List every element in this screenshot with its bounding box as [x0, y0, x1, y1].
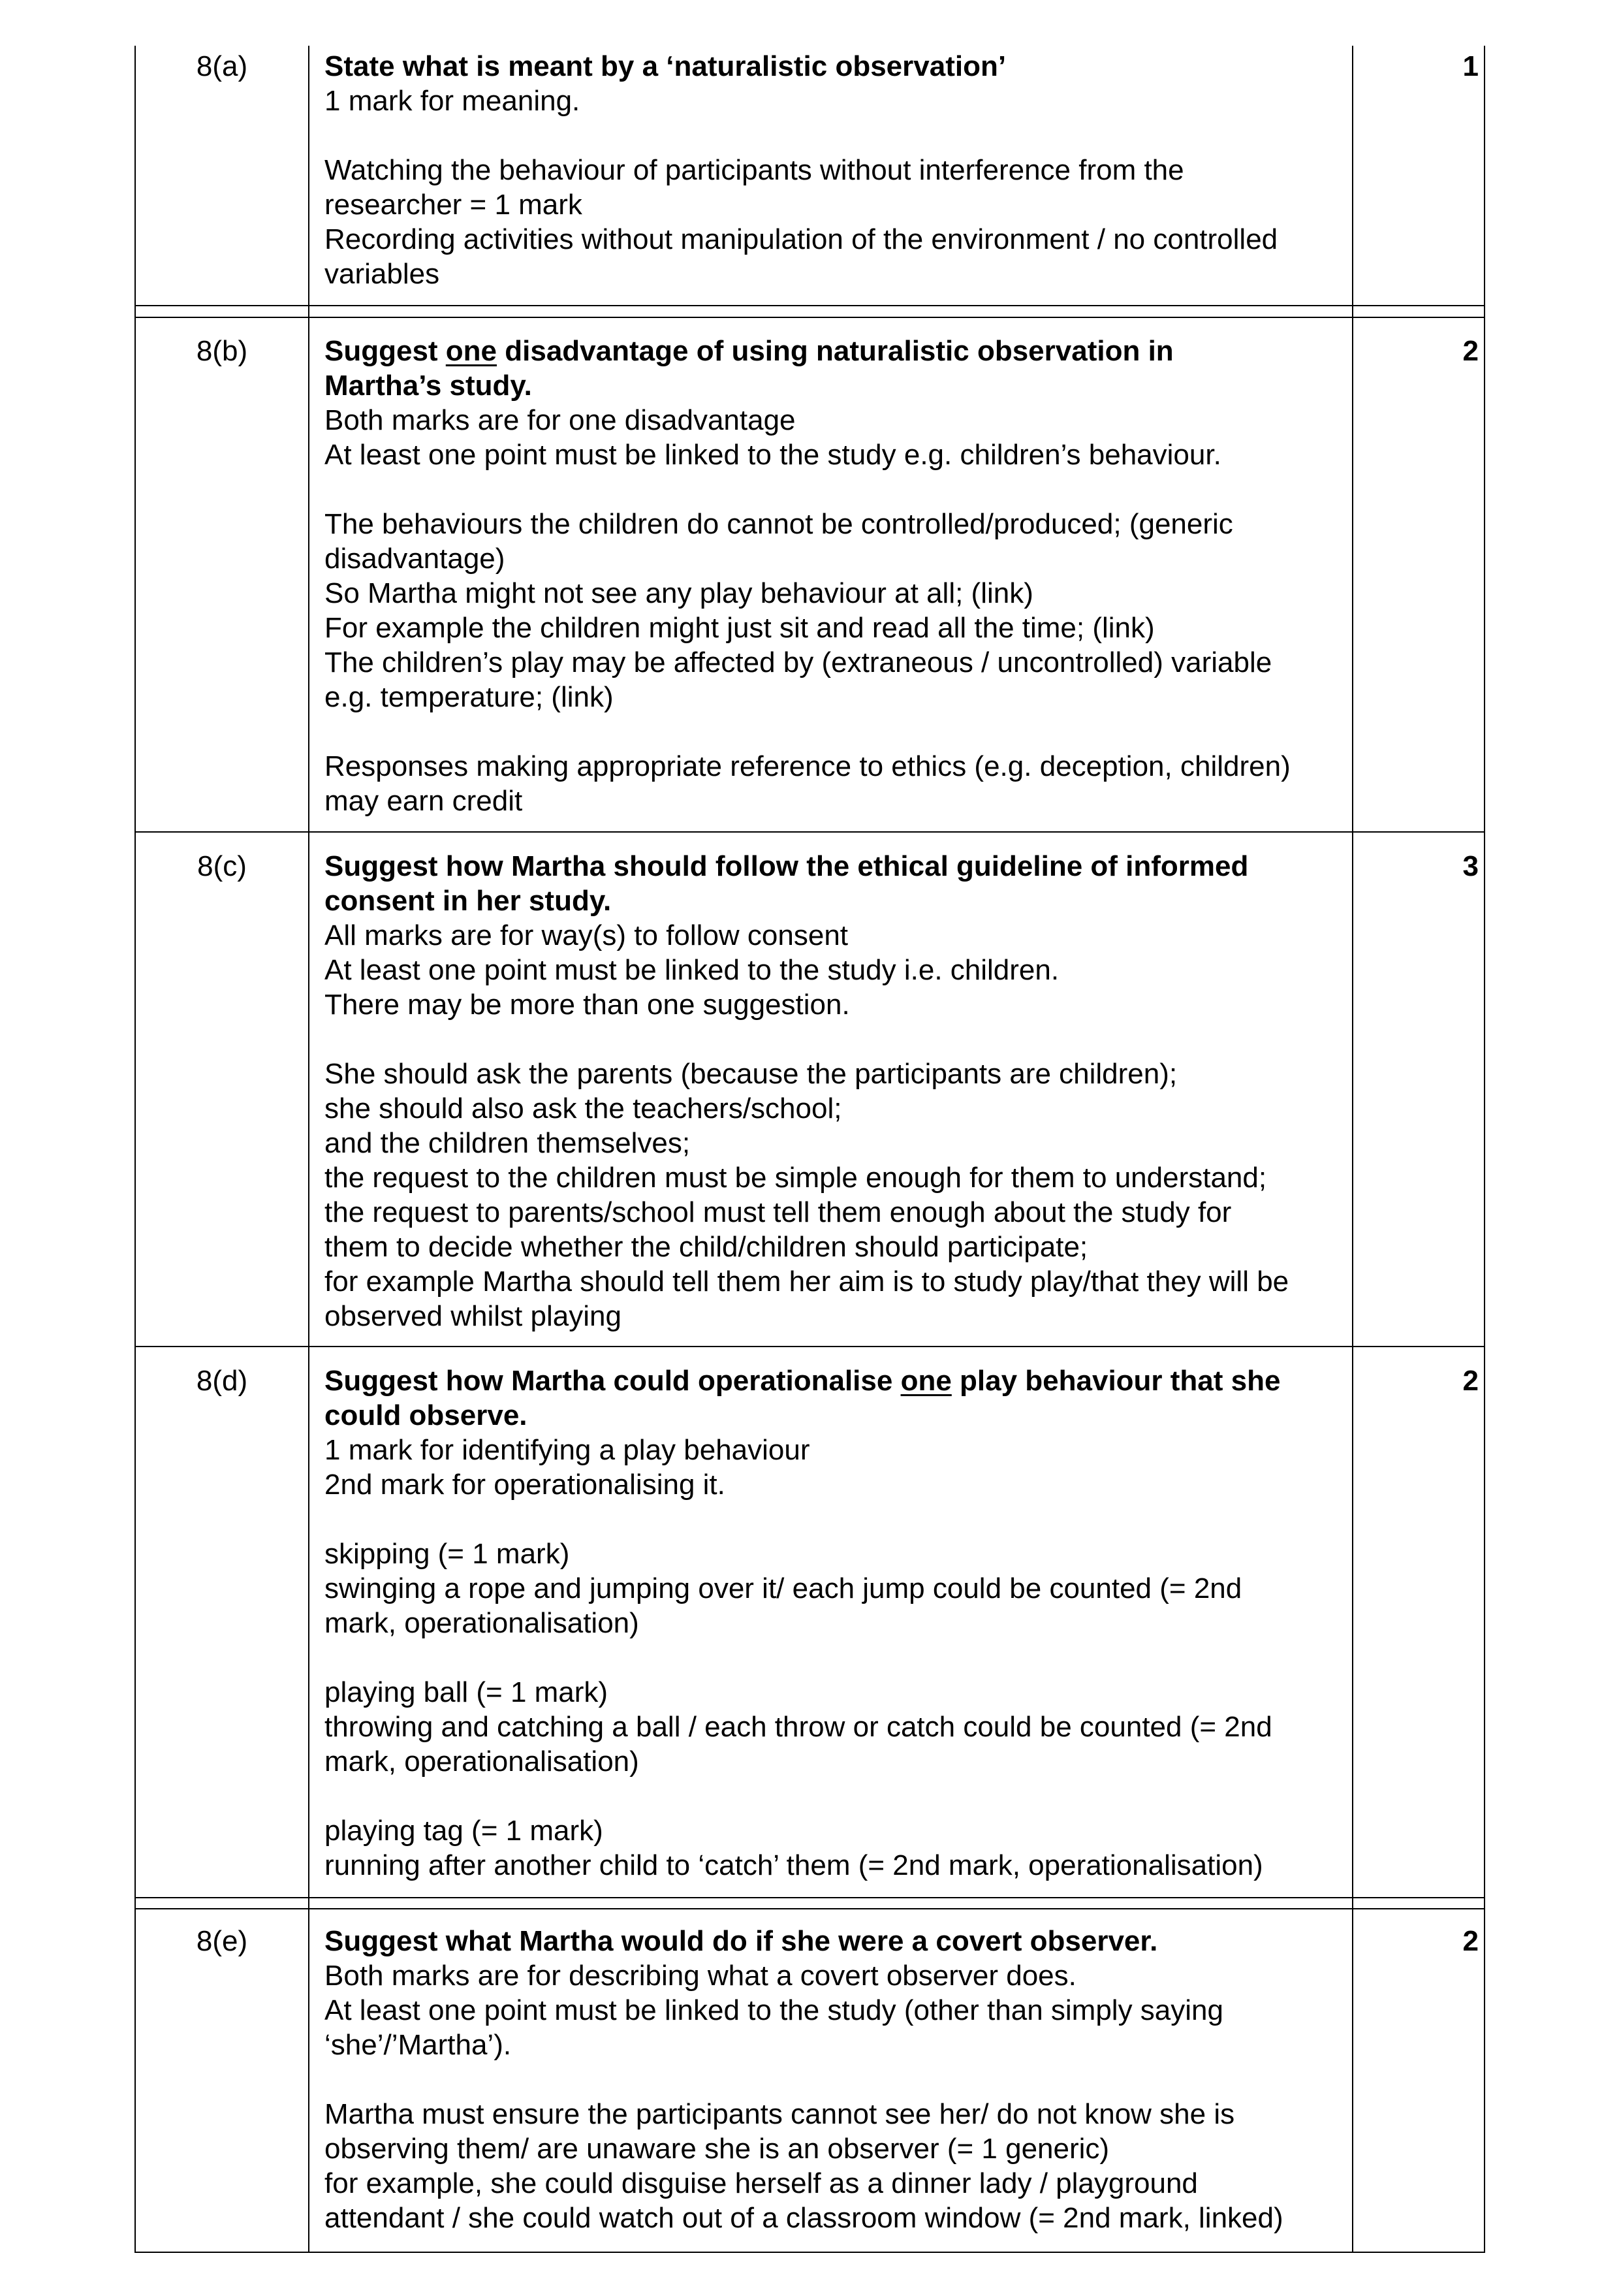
guidance-line: There may be more than one suggestion.: [324, 989, 850, 1021]
answer-line: swinging a rope and jumping over it/ each jump could be counted (= 2nd: [324, 1572, 1242, 1604]
spacer: [324, 714, 1343, 749]
marks-value: 2: [1462, 335, 1479, 367]
guidance-line: At least one point must be linked to the study i.e. children.: [324, 954, 1060, 986]
spacer: [324, 1502, 1343, 1537]
spacer: [324, 1022, 1343, 1057]
question-text: Suggest what Martha would do if she were a covert observer.: [324, 1925, 1158, 1957]
guidance-line: ‘she’/’Martha’).: [324, 2029, 512, 2061]
answer-line: observing them/ are unaware she is an observer (= 1 generic): [324, 2133, 1110, 2165]
emphasis-underline: one: [445, 335, 497, 367]
table-border-bottom: [134, 2252, 1485, 2253]
spacer: [324, 1640, 1343, 1675]
answer-line: e.g. temperature; (link): [324, 681, 614, 713]
table-border-left: [134, 46, 136, 2253]
table-border-right: [1484, 46, 1485, 2253]
guidance-line: 1 mark for meaning.: [324, 85, 580, 117]
answer-cell: [324, 334, 1343, 818]
answer-line: Recording activities without manipulation of the environment / no controlled: [324, 223, 1278, 255]
marks-value: 3: [1462, 850, 1479, 882]
answer-line: playing ball (= 1 mark): [324, 1676, 608, 1708]
answer-line: skipping (= 1 mark): [324, 1538, 570, 1570]
answer-line: the request to parents/school must tell them enough about the study for: [324, 1196, 1232, 1228]
marks-value: 1: [1462, 50, 1479, 82]
spacer: [324, 118, 1343, 153]
answer-line: the request to the children must be simple enough for them to understand;: [324, 1162, 1267, 1194]
answer-line: and the children themselves;: [324, 1127, 691, 1159]
answer-line: observed whilst playing: [324, 1300, 621, 1332]
question-text: Suggest how Martha could operationalise one play behaviour that she: [324, 1365, 1281, 1397]
answer-cell: [324, 849, 1343, 1333]
spacer: [324, 472, 1343, 507]
question-text-line2: Martha’s study.: [324, 370, 532, 402]
answer-line: Responses making appropriate reference to ethics (e.g. deception, children): [324, 750, 1291, 782]
question-number: 8(c): [197, 850, 247, 882]
marks-value: 2: [1462, 1365, 1479, 1397]
answer-line: Watching the behaviour of participants without interference from the: [324, 154, 1184, 186]
spacer: [324, 1779, 1343, 1813]
guidance-line: Both marks are for one disadvantage: [324, 404, 796, 436]
answer-line: playing tag (= 1 mark): [324, 1815, 603, 1847]
answer-line: So Martha might not see any play behaviour at all; (link): [324, 577, 1033, 609]
answer-line: Martha must ensure the participants cannot see her/ do not know she is: [324, 2098, 1235, 2130]
answer-line: attendant / she could watch out of a classroom window (= 2nd mark, linked): [324, 2202, 1283, 2234]
answer-line: mark, operationalisation): [324, 1607, 639, 1639]
table-column-divider-1: [308, 46, 309, 2253]
answer-cell: [324, 1924, 1343, 2235]
guidance-line: Both marks are for describing what a covert observer does.: [324, 1960, 1077, 1992]
question-text-line2: consent in her study.: [324, 885, 612, 917]
question-text: Suggest how Martha should follow the ethical guideline of informed: [324, 850, 1249, 882]
row-divider-a-b-double: [134, 317, 1485, 318]
question-number: 8(e): [196, 1925, 248, 1957]
question-number: 8(b): [196, 335, 248, 367]
guidance-line: 2nd mark for operationalising it.: [324, 1469, 725, 1501]
guidance-line: 1 mark for identifying a play behaviour: [324, 1434, 810, 1466]
guidance-line: At least one point must be linked to the study (other than simply saying: [324, 1994, 1223, 2026]
answer-line: them to decide whether the child/children should participate;: [324, 1231, 1088, 1263]
question-number: 8(a): [196, 50, 248, 82]
answer-line: may earn credit: [324, 785, 523, 817]
answer-line: throwing and catching a ball / each throw or catch could be counted (= 2nd: [324, 1711, 1272, 1743]
question-text: Suggest one disadvantage of using naturalistic observation in: [324, 335, 1174, 367]
answer-cell: [324, 49, 1343, 291]
question-number: 8(d): [196, 1365, 248, 1397]
table-column-divider-2: [1352, 46, 1353, 2253]
row-divider-c-d: [134, 1346, 1485, 1347]
answer-line: for example, she could disguise herself as a dinner lady / playground: [324, 2167, 1198, 2199]
answer-line: The children’s play may be affected by (extraneous / uncontrolled) variable: [324, 646, 1272, 678]
answer-line: for example Martha should tell them her aim is to study play/that they will be: [324, 1266, 1289, 1298]
row-divider-d-e: [134, 1897, 1485, 1898]
answer-line: variables: [324, 258, 440, 290]
answer-line: disadvantage): [324, 543, 505, 575]
row-divider-b-c: [134, 831, 1485, 833]
guidance-line: At least one point must be linked to the study e.g. children’s behaviour.: [324, 439, 1221, 471]
answer-line: running after another child to ‘catch’ them (= 2nd mark, operationalisation): [324, 1849, 1263, 1881]
spacer: [324, 2062, 1343, 2097]
guidance-line: All marks are for way(s) to follow consent: [324, 919, 849, 951]
emphasis-underline: one: [900, 1365, 952, 1397]
answer-line: researcher = 1 mark: [324, 189, 582, 221]
answer-line: She should ask the parents (because the participants are children);: [324, 1058, 1178, 1090]
row-divider-d-e-double: [134, 1908, 1485, 1909]
row-divider-a-b: [134, 305, 1485, 306]
answer-line: she should also ask the teachers/school;: [324, 1092, 842, 1124]
answer-line: mark, operationalisation): [324, 1746, 639, 1778]
answer-line: The behaviours the children do cannot be controlled/produced; (generic: [324, 508, 1233, 540]
answer-line: For example the children might just sit and read all the time; (link): [324, 612, 1155, 644]
answer-cell: [324, 1363, 1343, 1883]
marks-value: 2: [1462, 1925, 1479, 1957]
question-text: State what is meant by a ‘naturalistic observation’: [324, 50, 1007, 82]
question-text-line2: could observe.: [324, 1399, 527, 1431]
